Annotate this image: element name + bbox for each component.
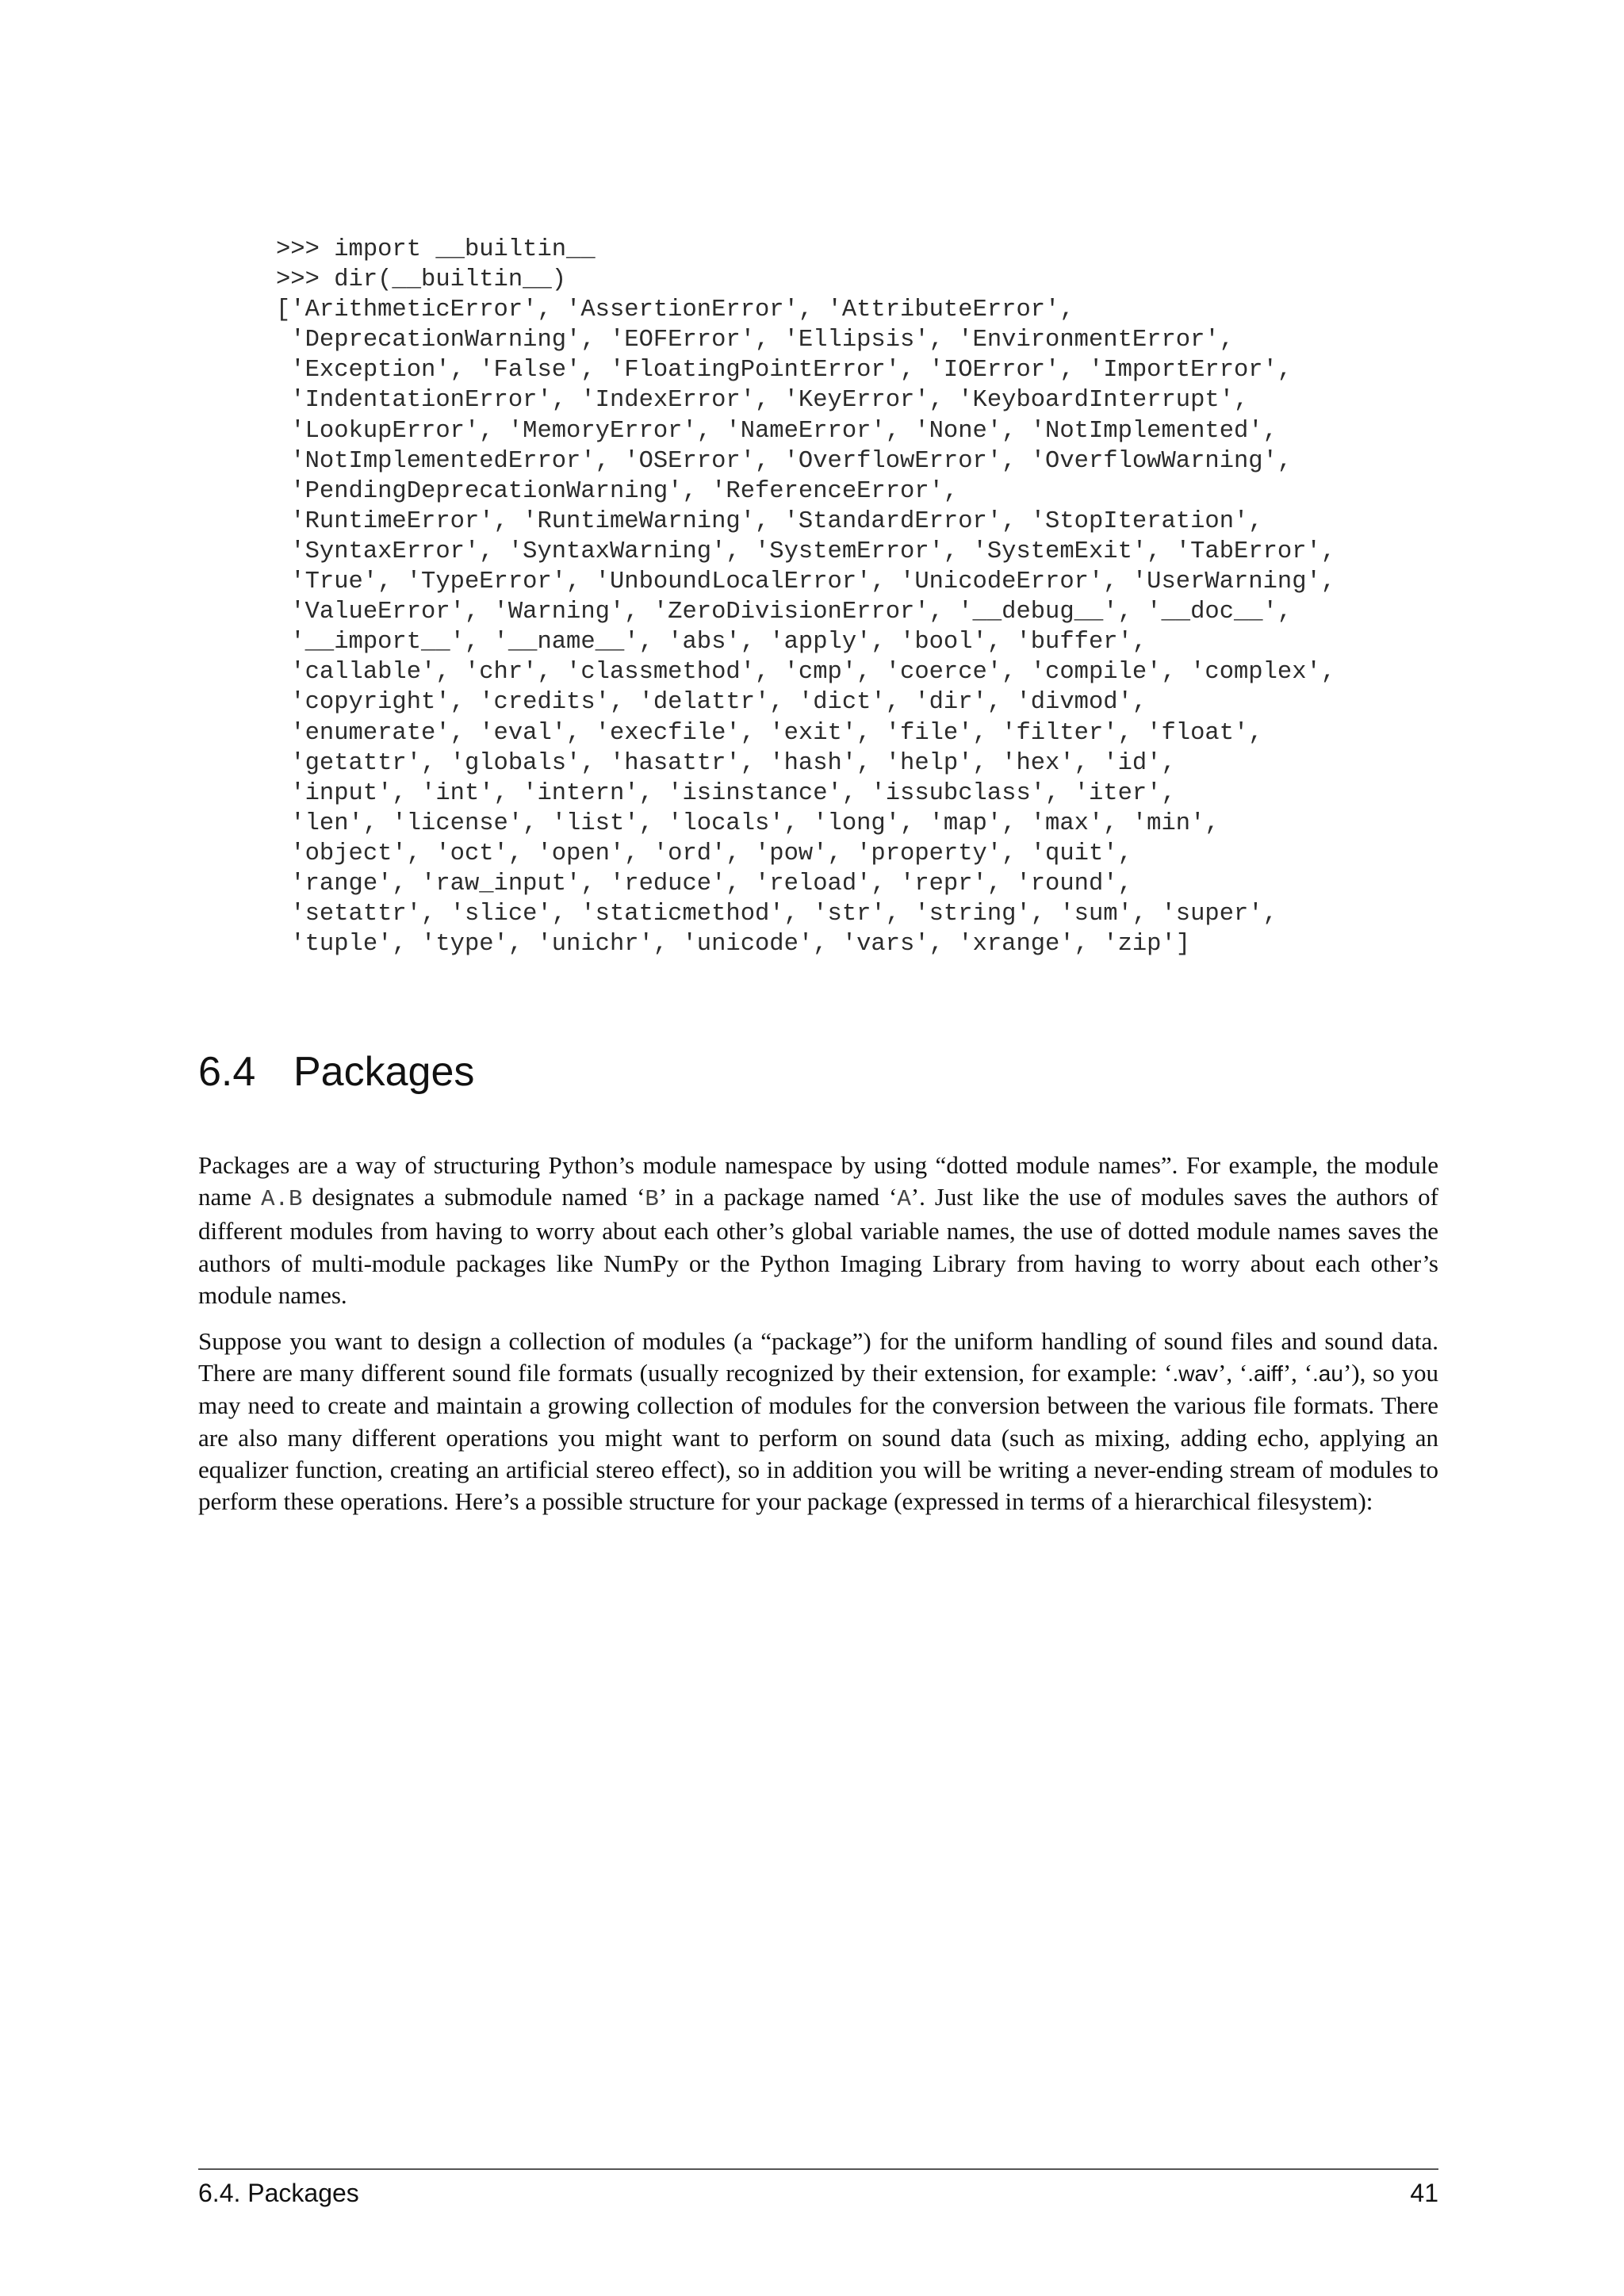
code-line: >>> import __builtin__ xyxy=(276,236,596,263)
code-line: 'tuple', 'type', 'unichr', 'unicode', 'vars', 'xrange', 'zip'] xyxy=(276,931,1191,959)
code-line: 'ValueError', 'Warning', 'ZeroDivisionError', '__debug__', '__doc__', xyxy=(276,599,1293,626)
code-line: 'SyntaxError', 'SyntaxWarning', 'SystemError', 'SystemExit', 'TabError', xyxy=(276,538,1336,565)
footer-section-label: 6.4. Packages xyxy=(198,2179,359,2207)
code-line: ['ArithmeticError', 'AssertionError', 'AttributeError', xyxy=(276,297,1074,324)
code-block xyxy=(276,235,1335,989)
code-line: 'LookupError', 'MemoryError', 'NameError', 'None', 'NotImplemented', xyxy=(276,417,1277,445)
paragraph-text: Suppose you want to design a collection of modules (a “package”) for the uniform handling of sound files and sound data. There are many different sound file formats (usually recognized by their extension, for example: ‘ xyxy=(198,1327,1438,1387)
page-number: 41 xyxy=(1410,2179,1438,2207)
file-extension: .aiff xyxy=(1247,1361,1283,1387)
paragraph-text: ’), so you may need to create and maintain a growing collection of modules for the conversion between the various file formats. There are also many different operations you might want to perform on sound data (such as mixing, adding echo, applying an equalizer function, creating an artificial stereo effect), so in addition you will be writing a never-ending stream of modules to perform these operations. Here’s a possible structure for your package (expressed in terms of a hierarchical filesystem): xyxy=(198,1359,1438,1516)
file-extension: .au xyxy=(1312,1361,1343,1387)
paragraph-text: ’. Just like the use of modules saves the authors of different modules from having to worry about each other’s global variable names, the use of dotted module names saves the authors of multi-module packages like NumPy or the Python Imaging Library from having to worry about each other’s module names. xyxy=(198,1183,1439,1309)
section-heading xyxy=(198,1048,474,1096)
paragraph-text: Packages are a way of structuring Python’s module namespace by using “dotted module names”. For example, the module name xyxy=(198,1151,1438,1211)
code-line: 'RuntimeError', 'RuntimeWarning', 'StandardError', 'StopIteration', xyxy=(276,507,1263,535)
code-line: 'len', 'license', 'list', 'locals', 'long', 'map', 'max', 'min', xyxy=(276,809,1220,837)
code-line: 'object', 'oct', 'open', 'ord', 'pow', 'property', 'quit', xyxy=(276,840,1132,867)
inline-code: B xyxy=(645,1186,659,1213)
code-line: >>> dir(__builtin__) xyxy=(276,266,567,294)
code-line: 'range', 'raw_input', 'reduce', 'reload', 'repr', 'round', xyxy=(276,870,1132,897)
paragraph-sound-package xyxy=(198,1326,1438,1517)
paragraph-text: ’, ‘ xyxy=(1218,1359,1248,1387)
footer-rule xyxy=(198,2168,1438,2170)
paragraph-text: ’, ‘ xyxy=(1282,1359,1313,1387)
paragraph-packages-intro xyxy=(198,1150,1438,1311)
code-line: 'enumerate', 'eval', 'execfile', 'exit', 'file', 'filter', 'float', xyxy=(276,719,1263,747)
code-line: 'setattr', 'slice', 'staticmethod', 'str', 'string', 'sum', 'super', xyxy=(276,901,1277,928)
file-extension: .wav xyxy=(1172,1361,1219,1387)
code-line: 'True', 'TypeError', 'UnboundLocalError', 'UnicodeError', 'UserWarning', xyxy=(276,568,1336,596)
code-line: 'PendingDeprecationWarning', 'ReferenceError', xyxy=(276,477,959,505)
inline-code: A.B xyxy=(261,1186,303,1213)
paragraph-text: designates a submodule named ‘ xyxy=(302,1183,645,1211)
code-line: 'NotImplementedError', 'OSError', 'OverflowError', 'OverflowWarning', xyxy=(276,447,1293,475)
code-line: 'callable', 'chr', 'classmethod', 'cmp', 'coerce', 'compile', 'complex', xyxy=(276,659,1336,687)
inline-code: A xyxy=(897,1186,911,1213)
section-title: Packages xyxy=(293,1049,475,1095)
code-line: '__import__', '__name__', 'abs', 'apply', 'bool', 'buffer', xyxy=(276,629,1147,656)
code-line: 'IndentationError', 'IndexError', 'KeyError', 'KeyboardInterrupt', xyxy=(276,387,1249,415)
section-number: 6.4 xyxy=(198,1049,256,1095)
code-line: 'copyright', 'credits', 'delattr', 'dict', 'dir', 'divmod', xyxy=(276,689,1147,717)
code-line: 'input', 'int', 'intern', 'isinstance', 'issubclass', 'iter', xyxy=(276,779,1176,807)
code-line xyxy=(276,959,1335,989)
code-line: 'Exception', 'False', 'FloatingPointError', 'IOError', 'ImportError', xyxy=(276,357,1293,385)
paragraph-text: ’ in a package named ‘ xyxy=(658,1183,898,1211)
code-line: 'getattr', 'globals', 'hasattr', 'hash', 'help', 'hex', 'id', xyxy=(276,749,1176,777)
code-line: 'DeprecationWarning', 'EOFError', 'Ellipsis', 'EnvironmentError', xyxy=(276,327,1234,354)
